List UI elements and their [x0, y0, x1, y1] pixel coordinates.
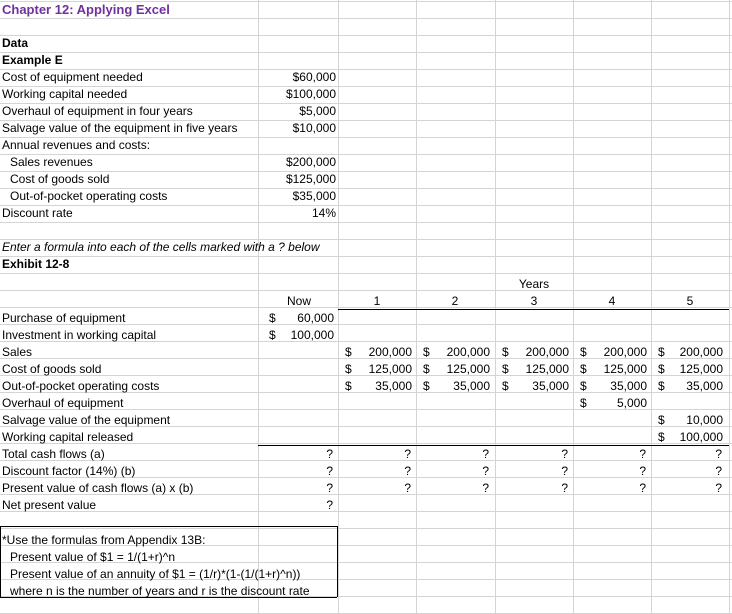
data-value[interactable]: $60,000 — [292, 70, 336, 84]
discount-value[interactable]: 14% — [311, 206, 336, 220]
currency-symbol: $ — [658, 413, 665, 427]
row-label: Working capital released — [2, 430, 134, 444]
row-label: Cost of goods sold — [2, 362, 102, 376]
row-label: Sales — [2, 345, 33, 359]
currency-symbol: $ — [658, 379, 665, 393]
year-header: 4 — [608, 294, 616, 308]
note-line: Present value of an annuity of $1 = (1/r)*(1-(1/(1+r)^n)) — [10, 567, 301, 581]
annual-heading: Annual revenues and costs: — [2, 138, 151, 152]
data-value[interactable]: $35,000 — [292, 189, 336, 203]
year-value[interactable]: 200,000 — [525, 345, 569, 359]
data-label: Cost of goods sold — [10, 172, 110, 186]
year-header: 2 — [451, 294, 459, 308]
formula-cell[interactable]: ? — [482, 447, 489, 461]
formula-cell[interactable]: ? — [561, 481, 568, 495]
sheet-title: Chapter 12: Applying Excel — [2, 2, 170, 17]
year-value[interactable]: 125,000 — [525, 362, 569, 376]
currency-symbol: $ — [658, 345, 665, 359]
exhibit-heading: Exhibit 12-8 — [2, 257, 70, 271]
formula-cell[interactable]: ? — [715, 481, 722, 495]
currency-symbol: $ — [345, 345, 352, 359]
row-label: Present value of cash flows (a) x (b) — [2, 481, 194, 495]
year-value[interactable]: 200,000 — [368, 345, 412, 359]
year-value[interactable]: 100,000 — [679, 430, 723, 444]
formula-cell[interactable]: ? — [639, 464, 646, 478]
data-label: Cost of equipment needed — [2, 70, 143, 84]
row-label: Salvage value of the equipment — [2, 413, 171, 427]
formula-cell[interactable]: ? — [639, 447, 646, 461]
year-value[interactable]: 125,000 — [446, 362, 490, 376]
currency-symbol: $ — [423, 345, 430, 359]
currency-symbol: $ — [658, 430, 665, 444]
note-line: where n is the number of years and r is the discount rate — [10, 584, 310, 598]
currency-symbol: $ — [658, 362, 665, 376]
row-label: Out-of-pocket operating costs — [2, 379, 160, 393]
years-header: Years — [518, 277, 550, 291]
year-value[interactable]: 10,000 — [686, 413, 723, 427]
year-header: 5 — [686, 294, 694, 308]
year-value[interactable]: 35,000 — [610, 379, 647, 393]
note-line: *Use the formulas from Appendix 13B: — [2, 533, 206, 547]
now-value[interactable]: 60,000 — [297, 311, 334, 325]
year-value[interactable]: 35,000 — [453, 379, 490, 393]
data-label: Overhaul of equipment in four years — [2, 104, 193, 118]
currency-symbol: $ — [580, 345, 587, 359]
currency-symbol: $ — [580, 362, 587, 376]
row-label: Total cash flows (a) — [2, 447, 105, 461]
currency-symbol: $ — [423, 379, 430, 393]
now-header: Now — [286, 294, 311, 308]
year-value[interactable]: 5,000 — [616, 396, 647, 410]
year-value[interactable]: 125,000 — [679, 362, 723, 376]
currency-symbol: $ — [502, 345, 509, 359]
year-value[interactable]: 125,000 — [368, 362, 412, 376]
data-value[interactable]: $125,000 — [285, 172, 336, 186]
year-header: 3 — [530, 294, 538, 308]
year-header: 1 — [373, 294, 381, 308]
formula-cell[interactable]: ? — [404, 447, 411, 461]
data-heading: Data — [2, 36, 29, 50]
now-value[interactable]: 100,000 — [290, 328, 334, 342]
formula-cell[interactable]: ? — [326, 464, 333, 478]
currency-symbol: $ — [345, 379, 352, 393]
row-label: Investment in working capital — [2, 328, 157, 342]
formula-cell[interactable]: ? — [404, 464, 411, 478]
year-value[interactable]: 200,000 — [603, 345, 647, 359]
discount-label: Discount rate — [2, 206, 73, 220]
formula-cell[interactable]: ? — [639, 481, 646, 495]
row-label: Net present value — [2, 498, 97, 512]
formula-cell[interactable]: ? — [326, 447, 333, 461]
data-label: Working capital needed — [2, 87, 128, 101]
currency-symbol: $ — [580, 396, 587, 410]
currency-symbol: $ — [580, 379, 587, 393]
currency-symbol: $ — [269, 328, 276, 342]
data-value[interactable]: $5,000 — [299, 104, 336, 118]
currency-symbol: $ — [269, 311, 276, 325]
currency-symbol: $ — [502, 379, 509, 393]
formula-cell[interactable]: ? — [404, 481, 411, 495]
data-label: Out-of-pocket operating costs — [10, 189, 168, 203]
data-label: Salvage value of the equipment in five years — [2, 121, 238, 135]
formula-cell[interactable]: ? — [326, 498, 333, 512]
formula-cell[interactable]: ? — [715, 447, 722, 461]
formula-cell[interactable]: ? — [482, 481, 489, 495]
currency-symbol: $ — [502, 362, 509, 376]
formula-cell[interactable]: ? — [482, 464, 489, 478]
data-value[interactable]: $100,000 — [285, 87, 336, 101]
formula-cell[interactable]: ? — [561, 464, 568, 478]
example-heading: Example E — [2, 53, 63, 67]
year-value[interactable]: 125,000 — [603, 362, 647, 376]
year-value[interactable]: 35,000 — [532, 379, 569, 393]
formula-cell[interactable]: ? — [561, 447, 568, 461]
formula-cell[interactable]: ? — [326, 481, 333, 495]
data-value[interactable]: $200,000 — [285, 155, 336, 169]
instruction-text: Enter a formula into each of the cells marked with a ? below — [2, 240, 320, 254]
row-label: Purchase of equipment — [2, 311, 126, 325]
note-line: Present value of $1 = 1/(1+r)^n — [10, 550, 176, 564]
year-value[interactable]: 200,000 — [446, 345, 490, 359]
data-value[interactable]: $10,000 — [292, 121, 336, 135]
currency-symbol: $ — [345, 362, 352, 376]
year-value[interactable]: 35,000 — [375, 379, 412, 393]
formula-cell[interactable]: ? — [715, 464, 722, 478]
row-label: Discount factor (14%) (b) — [2, 464, 136, 478]
row-label: Overhaul of equipment — [2, 396, 124, 410]
year-value[interactable]: 35,000 — [686, 379, 723, 393]
year-value[interactable]: 200,000 — [679, 345, 723, 359]
currency-symbol: $ — [423, 362, 430, 376]
data-label: Sales revenues — [10, 155, 93, 169]
